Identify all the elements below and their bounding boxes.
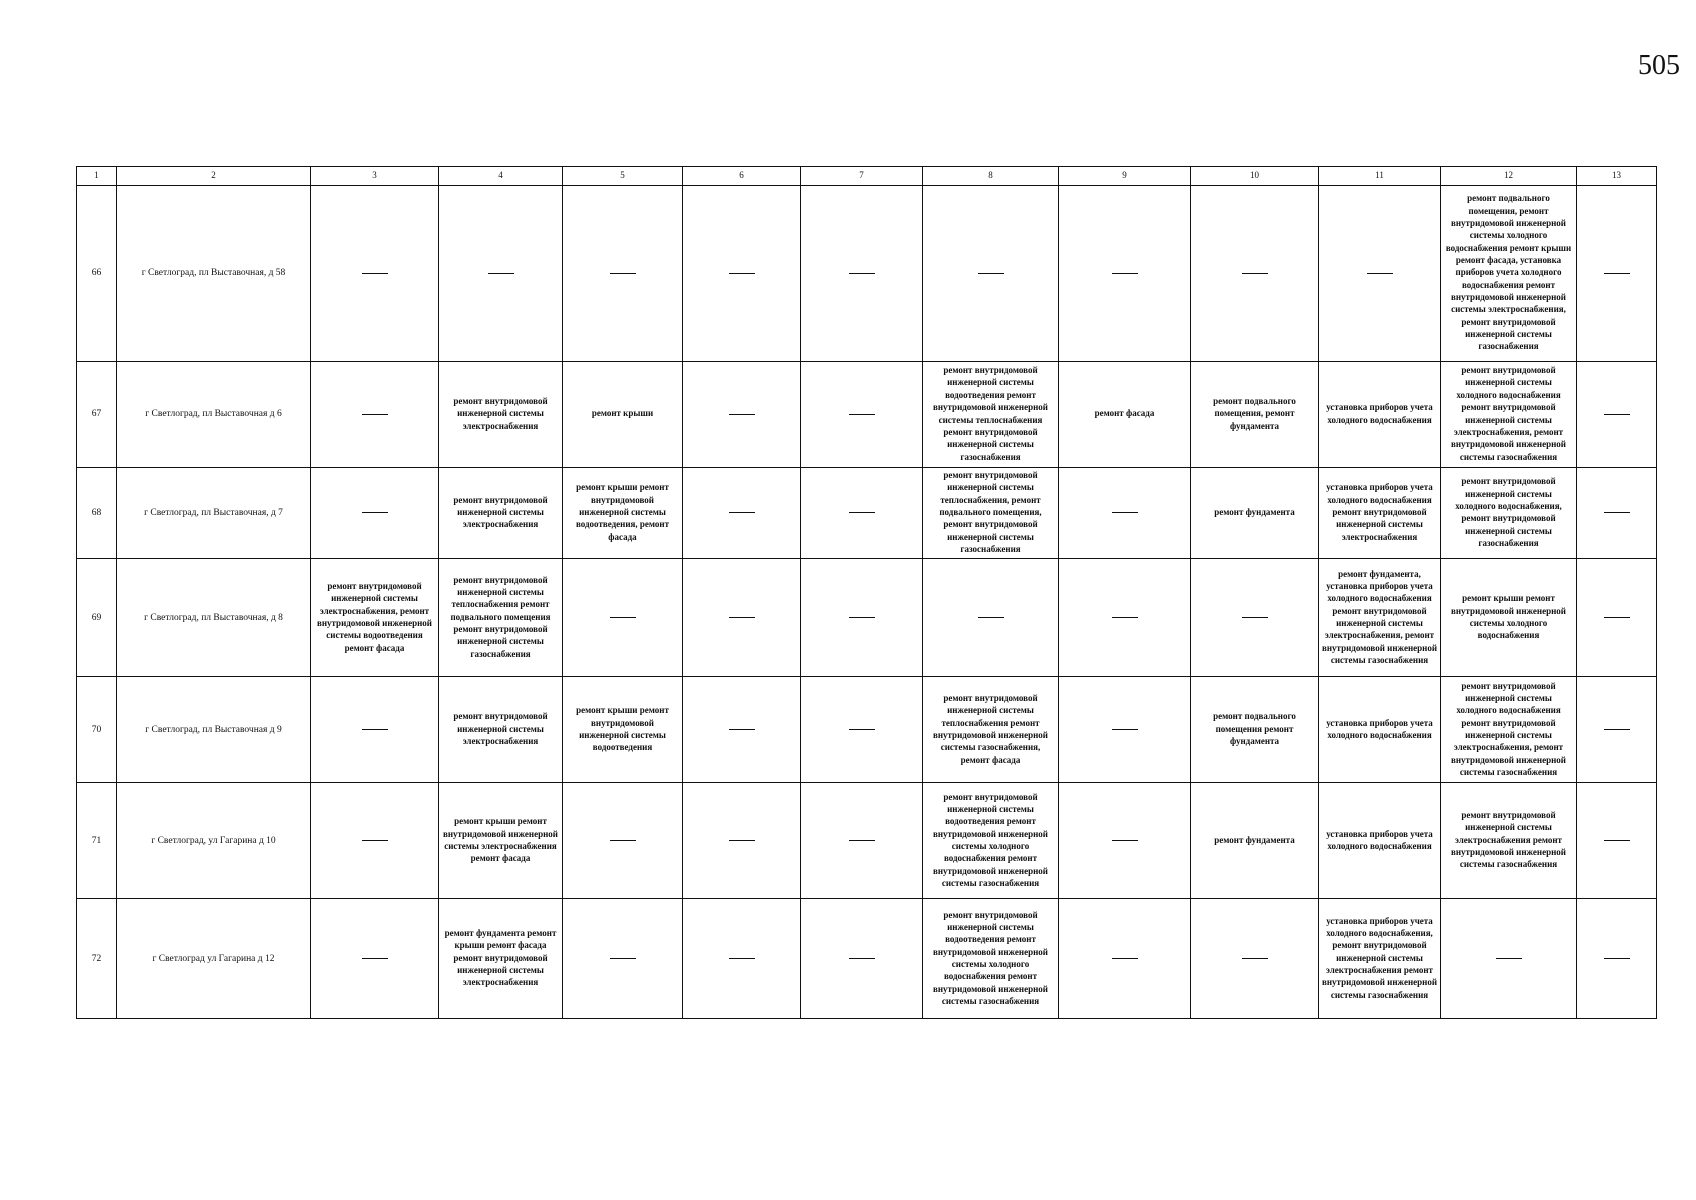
dash-mark [1112, 617, 1138, 618]
dash-mark [610, 617, 636, 618]
empty-cell [1059, 468, 1191, 559]
empty-cell [1059, 559, 1191, 677]
empty-cell [311, 899, 439, 1019]
empty-cell [311, 362, 439, 468]
dash-mark [362, 273, 388, 274]
row-number: 71 [77, 783, 117, 899]
empty-cell [1059, 783, 1191, 899]
empty-cell [801, 559, 923, 677]
work-description: ремонт внутридомовой инженерной системы водоотведения ремонт внутридомовой инженерной системы теплоснабжения ремонт внутридомовой инженерной системы газоснабжения [932, 365, 1048, 462]
dash-mark [1112, 729, 1138, 730]
dash-mark [1604, 512, 1630, 513]
empty-cell [1577, 559, 1657, 677]
dash-mark [1604, 729, 1630, 730]
row-number: 67 [77, 362, 117, 468]
empty-cell [311, 468, 439, 559]
row-number: 68 [77, 468, 117, 559]
empty-cell [1191, 559, 1319, 677]
work-cell [439, 468, 563, 559]
work-cell [563, 362, 683, 468]
work-cell [439, 559, 563, 677]
work-description: ремонт фундамента [1214, 507, 1295, 518]
dash-mark [1604, 414, 1630, 415]
empty-cell [1577, 677, 1657, 783]
empty-cell [1191, 899, 1319, 1019]
work-cell [923, 899, 1059, 1019]
empty-cell [563, 186, 683, 362]
empty-cell [683, 899, 801, 1019]
dash-mark [362, 958, 388, 959]
empty-cell [311, 186, 439, 362]
work-description: ремонт внутридомовой инженерной системы теплоснабжения ремонт подвального помещения ремонт внутридомовой инженерной системы газоснабжения [450, 574, 551, 659]
dash-mark [729, 729, 755, 730]
work-cell [923, 468, 1059, 559]
empty-cell [923, 559, 1059, 677]
work-description: ремонт подвального помещения ремонт фундамента [1213, 711, 1296, 747]
work-description: установка приборов учета холодного водоснабжения ремонт внутридомовой инженерной системы электроснабжения [1326, 482, 1433, 542]
table-row [77, 362, 1657, 468]
work-cell [1441, 783, 1577, 899]
dash-mark [849, 512, 875, 513]
empty-cell [563, 783, 683, 899]
dash-mark [1112, 512, 1138, 513]
work-description: ремонт внутридомовой инженерной системы водоотведения ремонт внутридомовой инженерной системы холодного водоснабжения ремонт внутридомовой инженерной системы газоснабжения [932, 909, 1048, 1006]
work-description: ремонт фундамента [1214, 834, 1295, 845]
empty-cell [1577, 468, 1657, 559]
empty-cell [563, 899, 683, 1019]
address-cell: г Светлоград, пл Выставочная д 6 [117, 362, 311, 468]
dash-mark [978, 273, 1004, 274]
address-cell: г Светлоград, пл Выставочная, д 7 [117, 468, 311, 559]
work-description: ремонт фундамента ремонт крыши ремонт фасада ремонт внутридомовой инженерной системы электроснабжения [444, 928, 557, 988]
empty-cell [683, 783, 801, 899]
work-cell [1319, 677, 1441, 783]
work-cell [563, 468, 683, 559]
work-cell [1191, 468, 1319, 559]
column-number-13: 13 [1577, 167, 1657, 186]
empty-cell [1441, 899, 1577, 1019]
work-description: ремонт крыши ремонт внутридомовой инженерной системы водоотведения [576, 705, 669, 753]
address-cell: г Светлоград, пл Выставочная, д 58 [117, 186, 311, 362]
dash-mark [1112, 958, 1138, 959]
dash-mark [362, 729, 388, 730]
page-number: 505 [1638, 50, 1680, 81]
table-row [77, 559, 1657, 677]
column-number-9: 9 [1059, 167, 1191, 186]
work-description: ремонт подвального помещения, ремонт фундамента [1213, 395, 1296, 431]
empty-cell [683, 468, 801, 559]
dash-mark [1604, 617, 1630, 618]
table-row [77, 186, 1657, 362]
work-description: ремонт внутридомовой инженерной системы электроснабжения [453, 711, 548, 747]
work-cell [1441, 559, 1577, 677]
work-cell [1441, 186, 1577, 362]
dash-mark [849, 840, 875, 841]
dash-mark [1367, 273, 1393, 274]
work-cell [1319, 362, 1441, 468]
work-description: установка приборов учета холодного водоснабжения [1326, 402, 1433, 425]
empty-cell [1191, 186, 1319, 362]
table-row [77, 783, 1657, 899]
work-description: ремонт крыши ремонт внутридомовой инженерной системы холодного водоснабжения [1450, 593, 1566, 641]
work-cell [1059, 362, 1191, 468]
dash-mark [849, 958, 875, 959]
column-number-8: 8 [923, 167, 1059, 186]
dash-mark [729, 273, 755, 274]
work-cell [439, 899, 563, 1019]
work-cell [439, 677, 563, 783]
dash-mark [1496, 958, 1522, 959]
empty-cell [1577, 186, 1657, 362]
work-description: ремонт внутридомовой инженерной системы электроснабжения, ремонт внутридомовой инженерной системы водоотведения ремонт фасада [316, 580, 432, 653]
work-description: ремонт внутридомовой инженерной системы холодного водоснабжения, ремонт внутридомовой инженерной системы газоснабжения [1455, 476, 1562, 548]
empty-cell [311, 677, 439, 783]
address-cell: г Светлоград, ул Гагарина д 10 [117, 783, 311, 899]
empty-cell [563, 559, 683, 677]
column-number-5: 5 [563, 167, 683, 186]
column-number-1: 1 [77, 167, 117, 186]
work-cell [1319, 468, 1441, 559]
empty-cell [1577, 362, 1657, 468]
row-number: 72 [77, 899, 117, 1019]
dash-mark [978, 617, 1004, 618]
address-cell: г Светлоград, пл Выставочная, д 8 [117, 559, 311, 677]
work-description: установка приборов учета холодного водоснабжения [1326, 828, 1433, 851]
dash-mark [610, 273, 636, 274]
dash-mark [729, 617, 755, 618]
address-cell: г Светлоград ул Гагарина д 12 [117, 899, 311, 1019]
row-number: 66 [77, 186, 117, 362]
column-number-2: 2 [117, 167, 311, 186]
column-number-11: 11 [1319, 167, 1441, 186]
empty-cell [801, 677, 923, 783]
work-description: ремонт фундамента, установка приборов учета холодного водоснабжения ремонт внутридомовой инженерной системы электроснабжения, ремонт внутридомовой инженерной системы газоснабжения [1322, 568, 1438, 665]
work-cell [923, 677, 1059, 783]
work-cell [1441, 677, 1577, 783]
work-description: ремонт внутридомовой инженерной системы электроснабжения [453, 494, 548, 530]
work-cell [439, 783, 563, 899]
empty-cell [1059, 899, 1191, 1019]
empty-cell [801, 468, 923, 559]
work-cell [923, 362, 1059, 468]
work-description: ремонт фасада [1094, 408, 1155, 419]
dash-mark [849, 617, 875, 618]
work-cell [563, 677, 683, 783]
table-row [77, 899, 1657, 1019]
dash-mark [362, 512, 388, 513]
dash-mark [849, 414, 875, 415]
empty-cell [1059, 186, 1191, 362]
dash-mark [729, 958, 755, 959]
work-description: ремонт внутридомовой инженерной системы теплоснабжения ремонт внутридомовой инженерной системы газоснабжения, ремонт фасада [932, 692, 1048, 765]
empty-cell [801, 362, 923, 468]
work-description: ремонт внутридомовой инженерной системы теплоснабжения, ремонт подвального помещения, ремонт внутридомовой инженерной системы газоснабжения [939, 470, 1042, 555]
empty-cell [683, 362, 801, 468]
empty-cell [801, 899, 923, 1019]
repair-schedule-table [76, 166, 1657, 1019]
empty-cell [683, 186, 801, 362]
work-cell [1319, 783, 1441, 899]
work-description: установка приборов учета холодного водоснабжения [1326, 717, 1433, 740]
column-number-10: 10 [1191, 167, 1319, 186]
work-cell [1191, 677, 1319, 783]
table-row [77, 677, 1657, 783]
empty-cell [311, 783, 439, 899]
column-number-6: 6 [683, 167, 801, 186]
empty-cell [801, 186, 923, 362]
work-description: ремонт крыши [591, 408, 654, 419]
dash-mark [362, 840, 388, 841]
work-description: ремонт подвального помещения, ремонт внутридомовой инженерной системы холодного водоснабжения ремонт крыши ремонт фасада, установка приборов учета холодного водоснабжения ремонт внутридомовой инженерной системы электроснабжения, ремонт внутридомовой инженерной системы газоснабжения [1445, 193, 1572, 352]
column-number-7: 7 [801, 167, 923, 186]
work-cell [1191, 783, 1319, 899]
dash-mark [729, 414, 755, 415]
empty-cell [1577, 783, 1657, 899]
empty-cell [923, 186, 1059, 362]
dash-mark [1242, 617, 1268, 618]
dash-mark [849, 729, 875, 730]
work-cell [1319, 899, 1441, 1019]
dash-mark [729, 840, 755, 841]
dash-mark [362, 414, 388, 415]
row-number: 70 [77, 677, 117, 783]
work-description: ремонт внутридомовой инженерной системы электроснабжения ремонт внутридомовой инженерной системы газоснабжения [1450, 810, 1566, 870]
work-description: ремонт внутридомовой инженерной системы водоотведения ремонт внутридомовой инженерной системы холодного водоснабжения ремонт внутридомовой инженерной системы газоснабжения [932, 791, 1048, 888]
dash-mark [849, 273, 875, 274]
work-description: ремонт внутридомовой инженерной системы холодного водоснабжения ремонт внутридомовой инженерной системы электроснабжения, ремонт внутридомовой инженерной системы газоснабжения [1450, 365, 1566, 462]
work-cell [1319, 559, 1441, 677]
row-number: 69 [77, 559, 117, 677]
empty-cell [1577, 899, 1657, 1019]
address-cell: г Светлоград, пл Выставочная д 9 [117, 677, 311, 783]
dash-mark [1242, 273, 1268, 274]
column-number-row [77, 167, 1657, 186]
work-description: ремонт внутридомовой инженерной системы холодного водоснабжения ремонт внутридомовой инженерной системы электроснабжения, ремонт внутридомовой инженерной системы газоснабжения [1450, 680, 1566, 777]
work-cell [1441, 468, 1577, 559]
empty-cell [1059, 677, 1191, 783]
dash-mark [1604, 840, 1630, 841]
work-description: ремонт внутридомовой инженерной системы электроснабжения [453, 395, 548, 431]
empty-cell [801, 783, 923, 899]
dash-mark [1112, 840, 1138, 841]
table-row [77, 468, 1657, 559]
work-cell [923, 783, 1059, 899]
dash-mark [610, 840, 636, 841]
dash-mark [729, 512, 755, 513]
empty-cell [1319, 186, 1441, 362]
dash-mark [1242, 958, 1268, 959]
dash-mark [1604, 958, 1630, 959]
work-cell [1191, 362, 1319, 468]
dash-mark [1112, 273, 1138, 274]
work-description: ремонт крыши ремонт внутридомовой инженерной системы водоотведения, ремонт фасада [575, 482, 670, 542]
dash-mark [488, 273, 514, 274]
work-description: установка приборов учета холодного водоснабжения, ремонт внутридомовой инженерной системы электроснабжения ремонт внутридомовой инженерной системы газоснабжения [1322, 915, 1438, 1000]
column-number-12: 12 [1441, 167, 1577, 186]
work-cell [311, 559, 439, 677]
empty-cell [683, 677, 801, 783]
column-number-4: 4 [439, 167, 563, 186]
column-number-3: 3 [311, 167, 439, 186]
empty-cell [683, 559, 801, 677]
work-cell [1441, 362, 1577, 468]
dash-mark [610, 958, 636, 959]
work-cell [439, 362, 563, 468]
work-description: ремонт крыши ремонт внутридомовой инженерной системы электроснабжения ремонт фасада [442, 816, 558, 864]
empty-cell [439, 186, 563, 362]
dash-mark [1604, 273, 1630, 274]
